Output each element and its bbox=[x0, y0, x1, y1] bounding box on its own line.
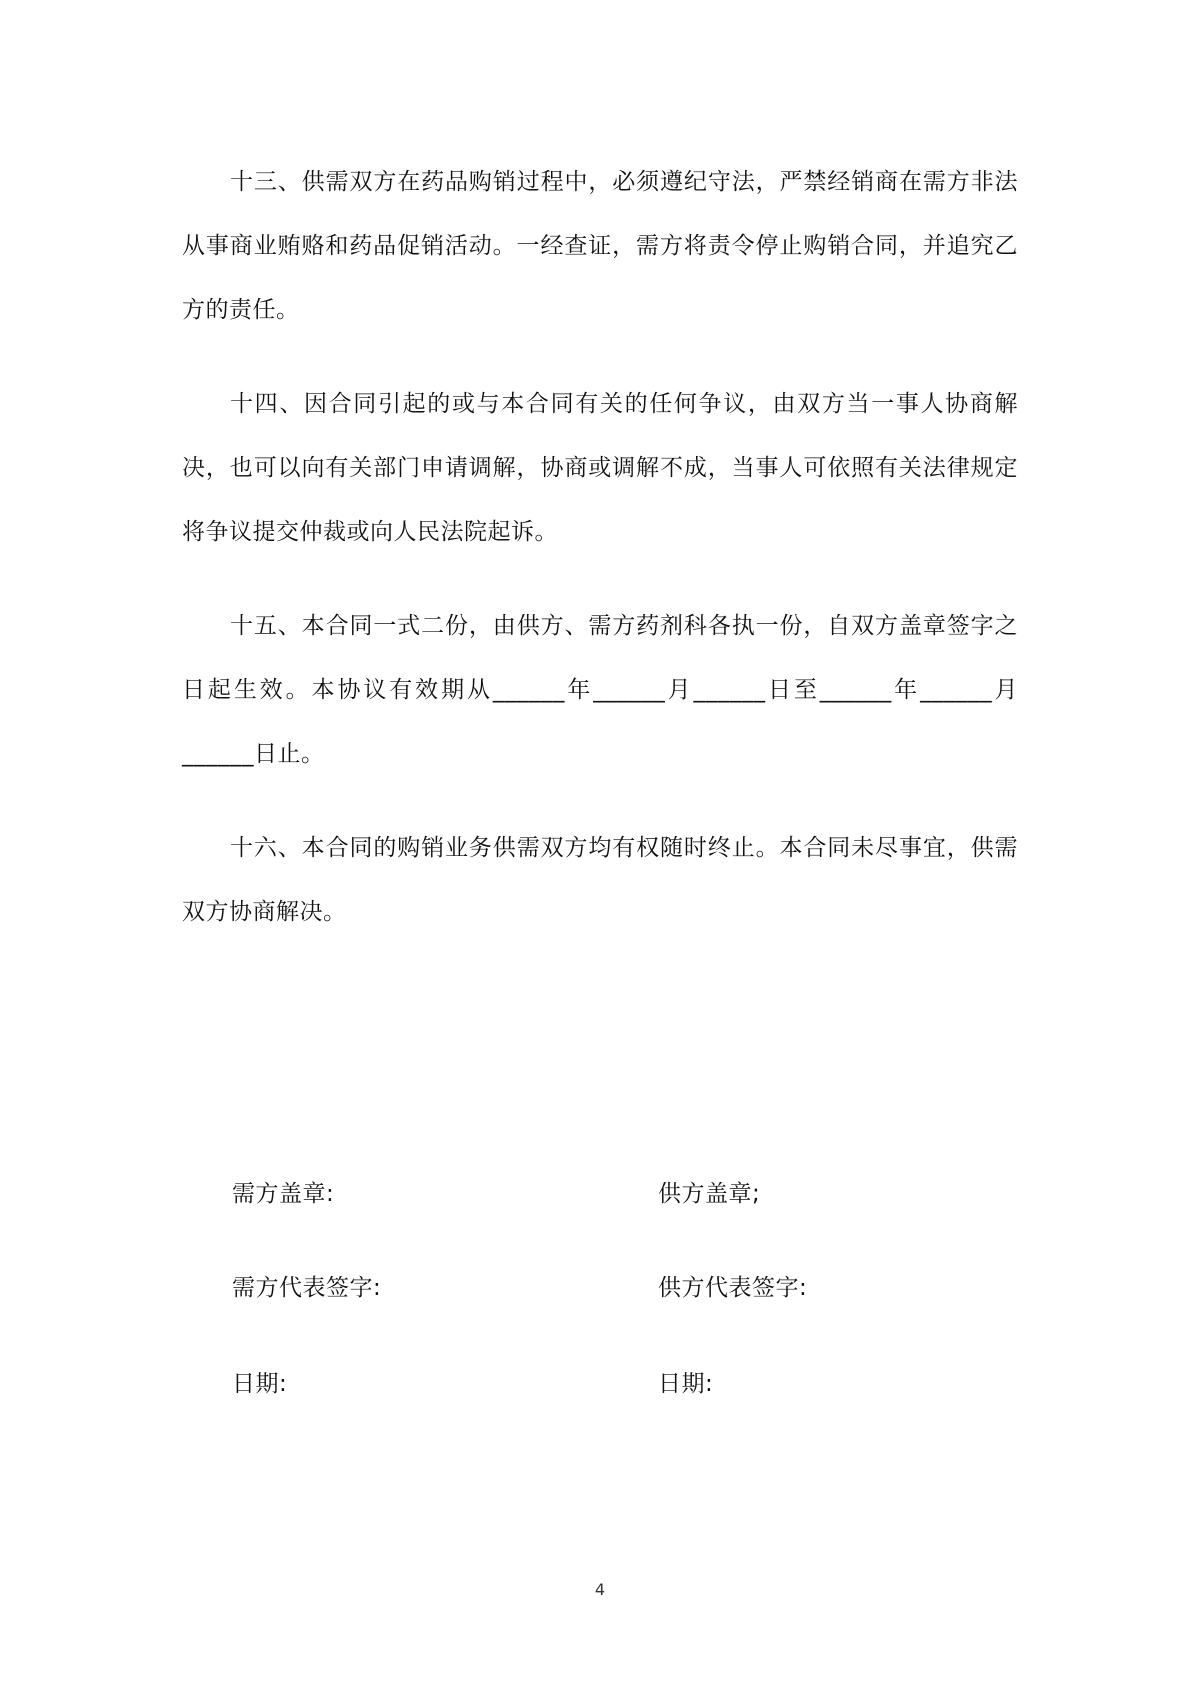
demand-date-label: 日期: bbox=[232, 1371, 288, 1397]
contract-body bbox=[182, 150, 1018, 944]
clause-14: 十四、因合同引起的或与本合同有关的任何争议，由双方当一事人协商解决，也可以向有关部门申请调解，协商或调解不成，当事人可依照有关法律规定将争议提交仲裁或向人民法院起诉。 bbox=[182, 391, 1018, 545]
clause-15: 十五、本合同一式二份，由供方、需方药剂科各执一份，自双方盖章签字之日起生效。本协议有效期从______年______月______日至______年______月______日止。 bbox=[182, 613, 1018, 767]
page-number: 4 bbox=[594, 1580, 606, 1599]
supply-date-label: 日期: bbox=[658, 1371, 714, 1397]
supply-representative-label: 供方代表签字: bbox=[658, 1275, 808, 1301]
clause-16: 十六、本合同的购销业务供需双方均有权随时终止。本合同未尽事宜，供需双方协商解决。 bbox=[182, 835, 1018, 925]
demand-representative-label: 需方代表签字: bbox=[232, 1275, 382, 1301]
clause-13: 十三、供需双方在药品购销过程中，必须遵纪守法，严禁经销商在需方非法从事商业贿赂和药品促销活动。一经查证，需方将责令停止购销合同，并追究乙方的责任。 bbox=[182, 169, 1018, 323]
demand-seal-label: 需方盖章: bbox=[232, 1181, 335, 1207]
supply-seal-label: 供方盖章; bbox=[658, 1181, 761, 1207]
